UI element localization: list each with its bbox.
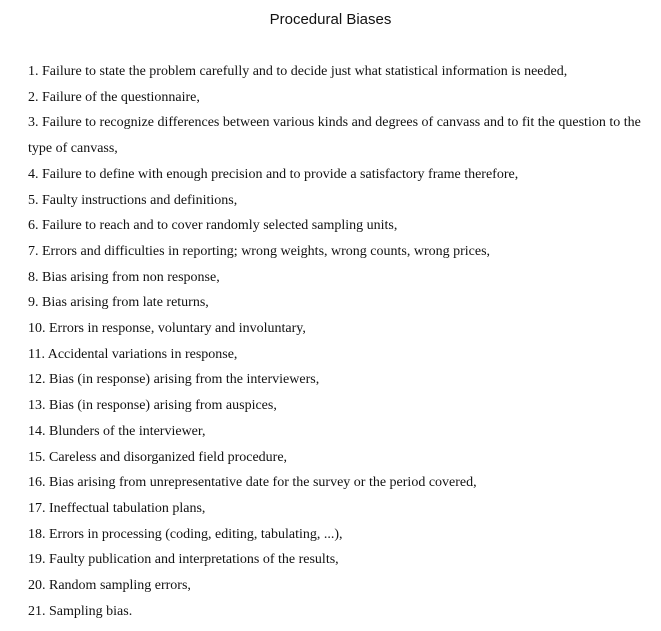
list-item: 6. Failure to reach and to cover randomly selected sampling units, bbox=[28, 218, 398, 234]
list-item: 1. Failure to state the problem carefully and to decide just what statistical information is needed, bbox=[28, 64, 568, 79]
page-title: Procedural Biases bbox=[269, 11, 392, 28]
list-item: 17. Ineffectual tabulation plans, bbox=[28, 500, 206, 516]
list-item: 14. Blunders of the interviewer, bbox=[28, 423, 206, 439]
list-item: 7. Errors and difficulties in reporting; wrong weights, wrong counts, wrong prices, bbox=[28, 243, 491, 259]
list-item: 2. Failure of the questionnaire, bbox=[28, 89, 200, 105]
list-item: 16. Bias arising from unrepresentative date for the survey or the period covered, bbox=[28, 475, 477, 491]
list-item: 19. Faulty publication and interpretations of the results, bbox=[28, 552, 339, 568]
list-item: 18. Errors in processing (coding, editing, tabulating, ...), bbox=[28, 526, 343, 542]
list-item: 8. Bias arising from non response, bbox=[28, 269, 220, 285]
bias-list bbox=[28, 59, 650, 624]
list-item: 4. Failure to define with enough precision and to provide a satisfactory frame therefore, bbox=[28, 166, 519, 182]
list-item: 15. Careless and disorganized field procedure, bbox=[28, 449, 288, 465]
list-item: 3. Failure to recognize differences between various kinds and degrees of canvass and to fit the question to the type of canvass, bbox=[28, 115, 641, 157]
list-item: 9. Bias arising from late returns, bbox=[28, 295, 209, 311]
list-item: 11. Accidental variations in response, bbox=[28, 346, 238, 362]
list-item: 20. Random sampling errors, bbox=[28, 578, 191, 594]
list-item: 5. Faulty instructions and definitions, bbox=[28, 192, 238, 208]
list-item: 12. Bias (in response) arising from the interviewers, bbox=[28, 372, 320, 388]
list-item: 21. Sampling bias. bbox=[28, 603, 133, 619]
list-item: 10. Errors in response, voluntary and involuntary, bbox=[28, 321, 306, 337]
list-item: 13. Bias (in response) arising from auspices, bbox=[28, 398, 277, 414]
